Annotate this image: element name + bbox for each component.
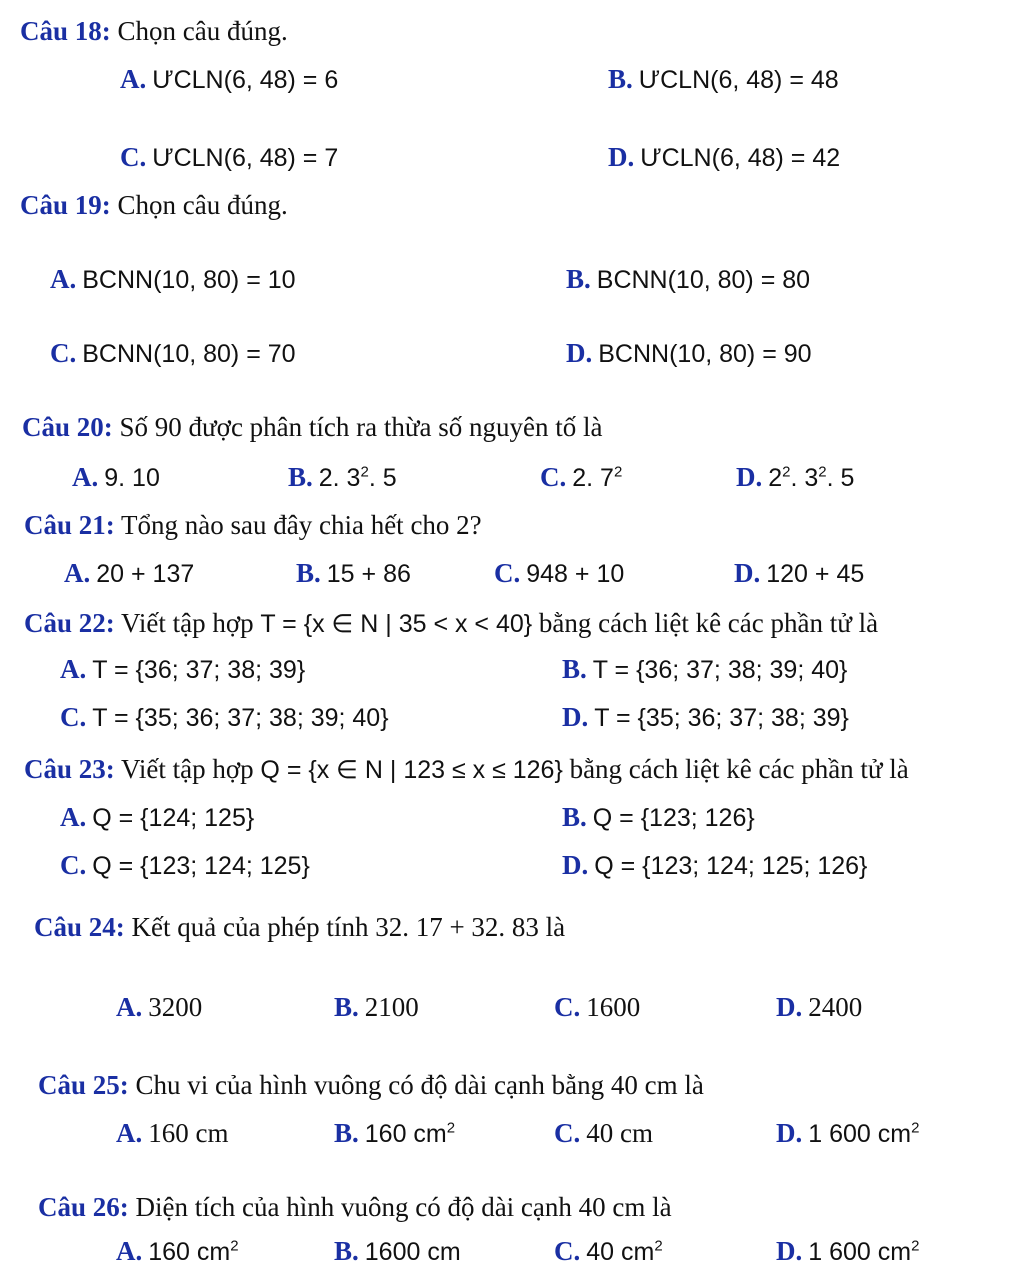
option-letter: D. bbox=[608, 142, 635, 172]
question-text: Chọn câu đúng. bbox=[117, 190, 288, 220]
option-letter: D. bbox=[776, 992, 803, 1022]
option-letter: D. bbox=[776, 1118, 803, 1148]
option-b bbox=[288, 460, 397, 495]
option-letter: B. bbox=[296, 558, 321, 588]
option-letter: C. bbox=[540, 462, 567, 492]
option-b bbox=[608, 62, 839, 97]
option-value: 2400 bbox=[808, 992, 863, 1022]
option-letter: B. bbox=[334, 992, 359, 1022]
option-letter: A. bbox=[64, 558, 91, 588]
option-c bbox=[540, 460, 622, 495]
question-label: Câu 21: bbox=[24, 510, 115, 540]
option-value: 2. $3^2$. 5 bbox=[318, 463, 397, 492]
option-d bbox=[776, 990, 862, 1024]
option-d bbox=[562, 848, 867, 883]
option-b bbox=[334, 1234, 461, 1269]
option-letter: C. bbox=[554, 992, 581, 1022]
option-b bbox=[566, 262, 810, 297]
option-letter: A. bbox=[116, 992, 143, 1022]
question-label: Câu 20: bbox=[22, 412, 113, 442]
option-value: T = {35; 36; 37; 38; 39} bbox=[594, 704, 849, 732]
question-18-stem bbox=[20, 14, 288, 48]
question-text: Viết tập hợp bbox=[121, 608, 254, 638]
question-label: Câu 26: bbox=[38, 1192, 129, 1222]
question-label: Câu 23: bbox=[24, 754, 115, 784]
option-letter: C. bbox=[554, 1118, 581, 1148]
option-d bbox=[566, 336, 812, 371]
question-text-tail: bằng cách liệt kê các phần tử là bbox=[569, 754, 909, 784]
option-c bbox=[50, 336, 296, 371]
question-text-tail: bằng cách liệt kê các phần tử là bbox=[538, 608, 879, 638]
option-b bbox=[334, 990, 419, 1024]
option-c bbox=[494, 556, 624, 591]
option-letter: C. bbox=[554, 1236, 581, 1266]
option-d bbox=[608, 140, 840, 175]
option-letter: B. bbox=[566, 264, 591, 294]
option-letter: C. bbox=[50, 338, 77, 368]
option-value: Q = {123; 124; 125} bbox=[92, 852, 310, 880]
question-20-stem bbox=[22, 410, 602, 444]
option-value: BCNN(10, 80) = 90 bbox=[598, 340, 812, 368]
option-value: 120 + 45 bbox=[766, 560, 865, 588]
option-value: 160 $cm^2$ bbox=[364, 1119, 456, 1148]
question-label: Câu 25: bbox=[38, 1070, 129, 1100]
option-value: T = {36; 37; 38; 39} bbox=[92, 656, 306, 684]
option-letter: C. bbox=[60, 702, 87, 732]
option-letter: A. bbox=[72, 462, 99, 492]
option-letter: A. bbox=[60, 802, 87, 832]
option-letter: D. bbox=[566, 338, 593, 368]
question-label: Câu 22: bbox=[24, 608, 115, 638]
option-value: 15 + 86 bbox=[326, 560, 411, 588]
option-value: Q = {123; 124; 125; 126} bbox=[594, 852, 868, 880]
option-letter: D. bbox=[734, 558, 761, 588]
option-a bbox=[60, 800, 254, 835]
set-definition: T = {x ∈ N | 35 < x < 40} bbox=[260, 610, 533, 638]
option-d bbox=[736, 460, 854, 495]
question-label: Câu 24: bbox=[34, 912, 125, 942]
option-value: ƯCLN(6, 48) = 42 bbox=[640, 144, 841, 172]
option-letter: A. bbox=[120, 64, 147, 94]
option-value: ƯCLN(6, 48) = 48 bbox=[638, 66, 839, 94]
option-value: 160 $cm^2$ bbox=[148, 1237, 239, 1266]
option-value: BCNN(10, 80) = 10 bbox=[82, 266, 296, 294]
option-d bbox=[776, 1234, 919, 1269]
option-value: 3200 bbox=[148, 992, 203, 1022]
option-value: 948 + 10 bbox=[526, 560, 625, 588]
option-c bbox=[120, 140, 338, 175]
option-value: Q = {124; 125} bbox=[92, 804, 255, 832]
option-value: BCNN(10, 80) = 70 bbox=[82, 340, 296, 368]
question-text: Chu vi của hình vuông có độ dài cạnh bằng 40 cm là bbox=[135, 1070, 704, 1100]
option-value: BCNN(10, 80) = 80 bbox=[596, 266, 811, 294]
option-letter: A. bbox=[116, 1236, 143, 1266]
option-letter: D. bbox=[776, 1236, 803, 1266]
option-value: 20 + 137 bbox=[96, 560, 195, 588]
option-value: Q = {123; 126} bbox=[592, 804, 755, 832]
option-a bbox=[72, 460, 160, 495]
question-text: Kết quả của phép tính 32. 17 + 32. 83 là bbox=[131, 912, 566, 942]
question-text: Chọn câu đúng. bbox=[117, 16, 288, 46]
option-b bbox=[562, 652, 847, 687]
option-letter: D. bbox=[736, 462, 763, 492]
option-a bbox=[116, 1116, 229, 1150]
option-c bbox=[60, 848, 310, 883]
option-letter: D. bbox=[562, 702, 589, 732]
option-value: 40 $cm^2$ bbox=[586, 1237, 663, 1266]
option-value: 1600 cm bbox=[364, 1238, 461, 1266]
option-letter: D. bbox=[562, 850, 589, 880]
option-value: 40 cm bbox=[586, 1118, 653, 1148]
option-letter: B. bbox=[288, 462, 313, 492]
option-letter: B. bbox=[562, 654, 587, 684]
option-value: 9. 10 bbox=[104, 464, 160, 492]
option-b bbox=[334, 1116, 455, 1151]
question-21-stem bbox=[24, 508, 482, 542]
question-text: Số 90 được phân tích ra thừa số nguyên tố là bbox=[119, 412, 603, 442]
question-text: Tổng nào sau đây chia hết cho 2? bbox=[121, 510, 482, 540]
option-letter: C. bbox=[494, 558, 521, 588]
option-letter: A. bbox=[116, 1118, 143, 1148]
set-definition: Q = {x ∈ N | 123 ≤ x ≤ 126} bbox=[260, 756, 563, 784]
option-value: 1600 bbox=[586, 992, 641, 1022]
question-24-stem bbox=[34, 910, 565, 944]
question-label: Câu 18: bbox=[20, 16, 111, 46]
question-26-stem bbox=[38, 1190, 672, 1224]
option-value: ƯCLN(6, 48) = 7 bbox=[152, 144, 339, 172]
question-22-stem bbox=[24, 606, 878, 641]
question-19-stem bbox=[20, 188, 288, 222]
option-d bbox=[562, 700, 849, 735]
option-a bbox=[60, 652, 305, 687]
option-value: ƯCLN(6, 48) = 6 bbox=[152, 66, 339, 94]
option-b bbox=[296, 556, 411, 591]
option-letter: B. bbox=[334, 1236, 359, 1266]
question-label: Câu 19: bbox=[20, 190, 111, 220]
option-c bbox=[554, 1234, 663, 1269]
option-letter: B. bbox=[608, 64, 633, 94]
option-a bbox=[116, 1234, 239, 1269]
option-b bbox=[562, 800, 755, 835]
option-c bbox=[554, 1116, 653, 1150]
option-value: 2. $7^2$ bbox=[572, 463, 623, 492]
option-letter: B. bbox=[562, 802, 587, 832]
question-23-stem bbox=[24, 752, 909, 787]
option-a bbox=[116, 990, 202, 1024]
option-a bbox=[64, 556, 194, 591]
option-value: 1 600 $cm^2$ bbox=[808, 1119, 920, 1148]
option-value: 1 600 $cm^2$ bbox=[808, 1237, 920, 1266]
question-25-stem bbox=[38, 1068, 704, 1102]
option-value: 2100 bbox=[364, 992, 419, 1022]
option-a bbox=[120, 62, 338, 97]
option-value: T = {36; 37; 38; 39; 40} bbox=[592, 656, 848, 684]
question-text: Diện tích của hình vuông có độ dài cạnh 40 cm là bbox=[135, 1192, 672, 1222]
option-letter: C. bbox=[60, 850, 87, 880]
option-value: 160 cm bbox=[148, 1118, 229, 1148]
option-d bbox=[776, 1116, 919, 1151]
question-text: Viết tập hợp bbox=[121, 754, 254, 784]
option-a bbox=[50, 262, 296, 297]
option-d bbox=[734, 556, 864, 591]
option-c bbox=[60, 700, 389, 735]
option-letter: B. bbox=[334, 1118, 359, 1148]
option-letter: A. bbox=[50, 264, 77, 294]
option-letter: C. bbox=[120, 142, 147, 172]
option-value: T = {35; 36; 37; 38; 39; 40} bbox=[92, 704, 389, 732]
option-c bbox=[554, 990, 640, 1024]
option-value: $2^2$. $3^2$. 5 bbox=[768, 463, 855, 492]
option-letter: A. bbox=[60, 654, 87, 684]
